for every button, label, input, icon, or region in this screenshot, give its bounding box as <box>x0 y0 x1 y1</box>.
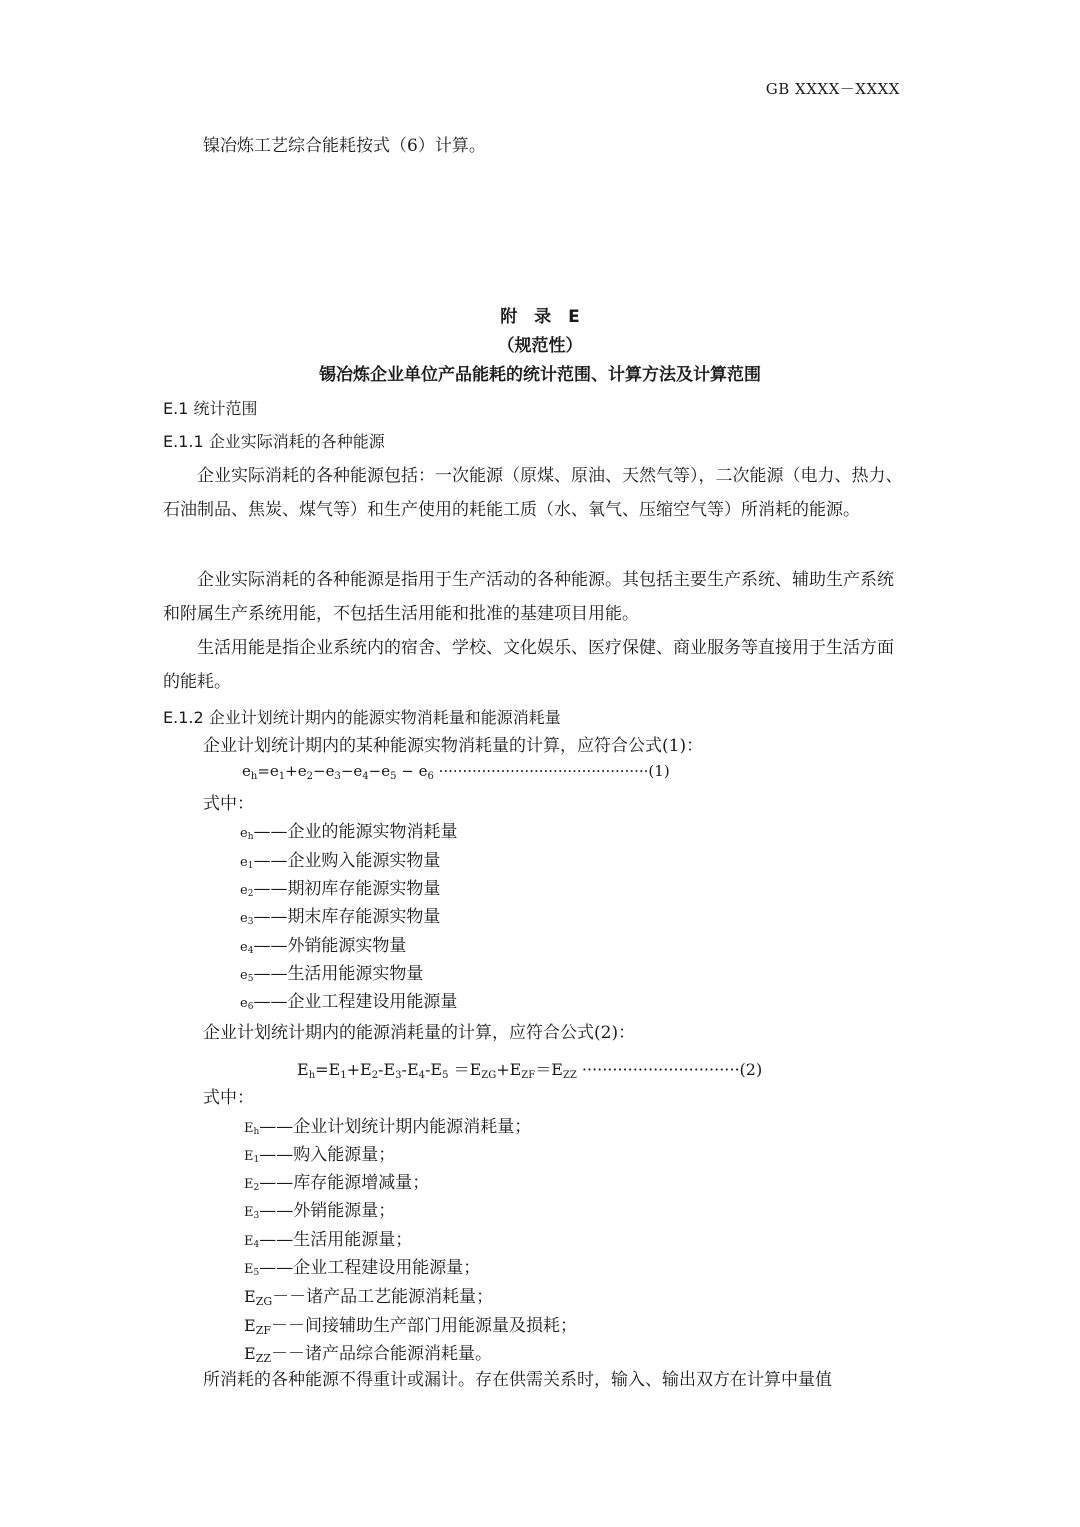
intro-line: 镍冶炼工艺综合能耗按式（6）计算。 <box>203 136 486 156</box>
formula-2: $E_h=E_1+E_2-E_3-E_4-E_5 =E_{ZG}+E_{ZF}=E_{ZZ} \cdot\cdot\cdot\cdot\cdot\cdot\cdot\cdot\cdot\cdot\cdot\cdot\cdot\cdot\cdot\cdot\cdot\cdot\cdot\cdot\cdot\cdot\cdot\cdot\cdot\cdot\cdot\cdot\cdot\cdot\cdot(2)$ <box>297 1060 763 1081</box>
paragraph-energy-types: 企业实际消耗的各种能源包括：一次能源（原煤、原油、天然气等），二次能源（电力、热力、石油制品、焦炭、煤气等）和生产使用的耗能工质（水、氧气、压缩空气等）所消耗的能源。 <box>163 466 903 520</box>
definition-item: $E_{ZF}--$间接辅助生产部门用能源量及损耗； <box>244 1316 577 1337</box>
paragraph-no-double-count: 所消耗的各种能源不得重计或漏计。存在供需关系时，输入、输出双方在计算中量值 <box>203 1370 832 1390</box>
definition-item: $e_6——$企业工程建设用能源量 <box>240 992 458 1012</box>
definition-item: $e_2——$期初库存能源实物量 <box>240 879 441 899</box>
definition-item: $e_h——$企业的能源实物消耗量 <box>240 822 458 842</box>
formula-1-number: (1) <box>648 762 670 780</box>
section-heading-e11: E.1.1 企业实际消耗的各种能源 <box>163 432 385 451</box>
definition-item: $E_3——$外销能源量； <box>244 1201 396 1221</box>
formula-1: $e_h=e_1+e_2-e_3-e_4-e_5 - e_6 \cdot\cdot\cdot\cdot\cdot\cdot\cdot\cdot\cdot\cdot\cdot\cdot\cdot\cdot\cdot\cdot\cdot\cdot\cdot\cdot\cdot\cdot\cdot\cdot\cdot\cdot\cdot\cdot\cdot\cdot\cdot\cdot\cdot\cdot\cdot\cdot\cdot\cdot\cdot\cdot\cdot\cdot\cdot\cdot(1)$ <box>242 762 670 782</box>
where-label-2: 式中： <box>203 1088 254 1108</box>
definition-item: $E_{ZG}--$诸产品工艺能源消耗量； <box>244 1287 494 1308</box>
definition-item: $E_5——$企业工程建设用能源量； <box>244 1258 481 1278</box>
formula-2-number: (2) <box>739 1060 763 1079</box>
where-label-1: 式中： <box>203 794 254 814</box>
definition-item: $e_4——$外销能源实物量 <box>240 936 407 956</box>
paragraph-formula1-intro: 企业计划统计期内的某种能源实物消耗量的计算，应符合公式(1)： <box>203 736 704 756</box>
definition-item: $e_1——$企业购入能源实物量 <box>240 851 441 871</box>
definition-item: $e_3——$期末库存能源实物量 <box>240 907 441 927</box>
definition-item: $E_4——$生活用能源量； <box>244 1230 413 1250</box>
definition-item: $E_h——$企业计划统计期内能源消耗量； <box>244 1117 532 1137</box>
definition-item: $E_{ZZ}--$诸产品综合能源消耗量。 <box>244 1344 492 1365</box>
definition-item: $E_2——$库存能源增减量； <box>244 1173 430 1193</box>
appendix-subtitle: 锡冶炼企业单位产品能耗的统计范围、计算方法及计算范围 <box>319 365 761 385</box>
paragraph-formula2-intro: 企业计划统计期内的能源消耗量的计算，应符合公式(2)： <box>203 1023 636 1043</box>
definition-item: $e_5——$生活用能源实物量 <box>240 964 424 984</box>
appendix-title: 附 录 E <box>500 307 580 327</box>
document-code: GB XXXX－XXXX <box>765 80 900 98</box>
definition-item: $E_1——$购入能源量； <box>244 1145 396 1165</box>
section-heading-e1: E.1 统计范围 <box>163 399 258 418</box>
section-heading-e12: E.1.2 企业计划统计期内的能源实物消耗量和能源消耗量 <box>163 708 561 727</box>
appendix-type: （规范性） <box>497 336 583 356</box>
paragraph-living-energy: 生活用能是指企业系统内的宿舍、学校、文化娱乐、医疗保健、商业服务等直接用于生活方面的能耗。 <box>163 638 894 692</box>
paragraph-energy-scope: 企业实际消耗的各种能源是指用于生产活动的各种能源。其包括主要生产系统、辅助生产系统和附属生产系统用能，不包括生活用能和批准的基建项目用能。 <box>163 570 894 624</box>
